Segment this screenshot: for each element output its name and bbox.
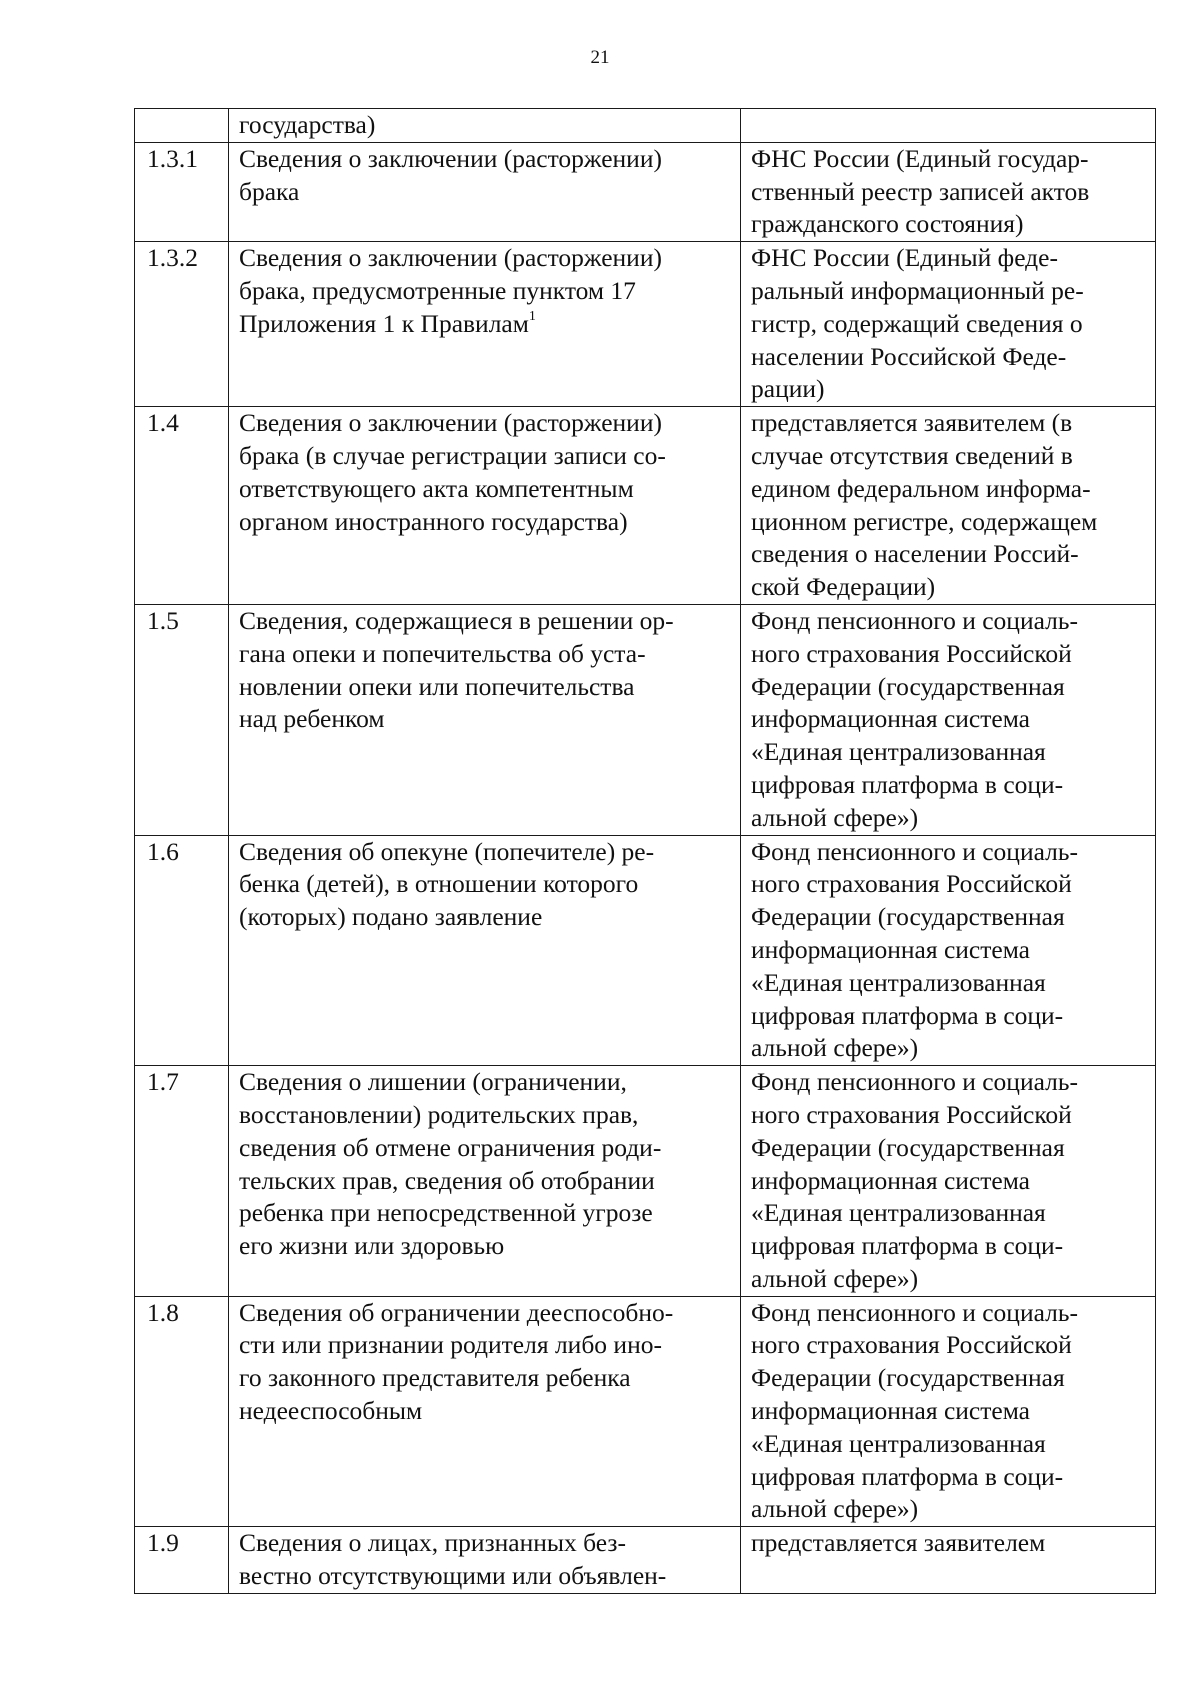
page-number: 21: [590, 47, 610, 68]
source-line: цифровая платформа в соци-: [751, 1461, 1064, 1491]
description-text: восстановлении) родительских прав,: [239, 1099, 639, 1129]
description-line: [239, 143, 740, 176]
table-row: [135, 242, 1156, 407]
source-cell: [741, 142, 1156, 241]
source-line: ного страхования Российской: [751, 1099, 1072, 1129]
row-number-cell: [135, 1527, 229, 1594]
source-line: гражданского состояния): [751, 209, 1024, 239]
description-cell: [229, 109, 741, 143]
description-text: брака: [239, 176, 300, 206]
description-text: го законного представителя ребенка: [239, 1363, 631, 1393]
source-line: Фонд пенсионного и социаль-: [751, 836, 1078, 866]
source-cell: [741, 604, 1156, 835]
description-cell: [229, 242, 741, 407]
source-line: цифровая платформа в соци-: [751, 769, 1064, 799]
row-number-cell: [135, 1296, 229, 1527]
description-line: [239, 506, 740, 539]
source-line: цифровая платформа в соци-: [751, 1000, 1064, 1030]
source-line: Фонд пенсионного и социаль-: [751, 1297, 1078, 1327]
description-text: тельских прав, сведения об отобрании: [239, 1165, 655, 1195]
description-line: [239, 308, 740, 341]
table-row: [135, 1527, 1156, 1594]
source-line: случае отсутствия сведений в: [751, 440, 1073, 470]
row-number: 1.3.1: [147, 143, 198, 173]
source-cell: [741, 407, 1156, 605]
source-line: Федерации (государственная: [751, 671, 1065, 701]
row-number-cell: [135, 407, 229, 605]
description-line: [239, 901, 740, 934]
source-line: ного страхования Российской: [751, 1330, 1072, 1360]
row-number-cell: [135, 835, 229, 1066]
description-line: [239, 1165, 740, 1198]
source-line: населении Российской Феде-: [751, 341, 1067, 371]
row-number: 1.3.2: [147, 243, 198, 273]
source-cell: [741, 1066, 1156, 1297]
source-line: сведения о населении Россий-: [751, 539, 1079, 569]
row-number-cell: [135, 604, 229, 835]
description-line: [239, 1329, 740, 1362]
table-row: [135, 1296, 1156, 1527]
description-cell: [229, 1527, 741, 1594]
description-cell: [229, 604, 741, 835]
row-number: 1.7: [147, 1067, 179, 1097]
source-line: ской Федерации): [751, 572, 936, 602]
description-line: [239, 176, 740, 209]
source-line: «Единая централизованная: [751, 737, 1046, 767]
description-line: [239, 1230, 740, 1263]
source-line: «Единая централизованная: [751, 1198, 1046, 1228]
description-text: гана опеки и попечительства об уста-: [239, 638, 646, 668]
source-line: ного страхования Российской: [751, 638, 1072, 668]
footnote-marker: 1: [528, 308, 536, 324]
description-line: [239, 440, 740, 473]
description-text: (которых) подано заявление: [239, 902, 543, 932]
source-line: ного страхования Российской: [751, 869, 1072, 899]
description-line: [239, 1297, 740, 1330]
description-text: над ребенком: [239, 704, 385, 734]
source-line: едином федеральном информа-: [751, 473, 1091, 503]
description-text: ребенка при непосредственной угрозе: [239, 1198, 653, 1228]
source-cell: [741, 242, 1156, 407]
description-text: Сведения о заключении (расторжении): [239, 408, 662, 438]
row-number-cell: [135, 109, 229, 143]
table-row: [135, 1066, 1156, 1297]
description-line: [239, 703, 740, 736]
description-cell: [229, 835, 741, 1066]
description-line: [239, 1560, 740, 1593]
description-line: [239, 1099, 740, 1132]
source-line: представляется заявителем: [751, 1528, 1046, 1558]
description-text: новлении опеки или попечительства: [239, 671, 635, 701]
description-text: бенка (детей), в отношении которого: [239, 869, 639, 899]
description-line: [239, 1395, 740, 1428]
table-row: [135, 142, 1156, 241]
table-row: [135, 407, 1156, 605]
source-cell: [741, 835, 1156, 1066]
source-line: гистр, содержащий сведения о: [751, 308, 1083, 338]
description-text: недееспособным: [239, 1396, 423, 1426]
description-line: [239, 605, 740, 638]
source-line: цифровая платформа в соци-: [751, 1231, 1064, 1261]
description-text: ответствующего акта компетентным: [239, 473, 634, 503]
source-line: альной сфере»): [751, 802, 919, 832]
source-cell: [741, 1527, 1156, 1594]
description-line: [239, 242, 740, 275]
description-text: Сведения об ограничении дееспособно-: [239, 1297, 674, 1327]
source-line: ральный информационный ре-: [751, 275, 1084, 305]
row-number-cell: [135, 242, 229, 407]
description-line: [239, 473, 740, 506]
row-number-cell: [135, 1066, 229, 1297]
description-line: [239, 1132, 740, 1165]
table-body: [135, 109, 1156, 1594]
source-line: Федерации (государственная: [751, 902, 1065, 932]
description-text: органом иностранного государства): [239, 506, 628, 536]
description-line: [239, 275, 740, 308]
source-line: Федерации (государственная: [751, 1132, 1065, 1162]
description-line: [239, 407, 740, 440]
description-cell: [229, 407, 741, 605]
description-line: [239, 1197, 740, 1230]
source-line: Фонд пенсионного и социаль-: [751, 1067, 1078, 1097]
description-line: [239, 868, 740, 901]
source-line: информационная система: [751, 1165, 1030, 1195]
table-row: [135, 109, 1156, 143]
source-line: рации): [751, 374, 825, 404]
description-text: Приложения 1 к Правилам: [239, 308, 529, 338]
row-number-cell: [135, 142, 229, 241]
description-text: Сведения о заключении (расторжении): [239, 143, 662, 173]
source-line: информационная система: [751, 1396, 1030, 1426]
description-line: [239, 671, 740, 704]
source-line: альной сфере»): [751, 1263, 919, 1293]
row-number: 1.4: [147, 408, 179, 438]
description-cell: [229, 1066, 741, 1297]
row-number: 1.9: [147, 1528, 179, 1558]
source-line: информационная система: [751, 934, 1030, 964]
description-line: [239, 1362, 740, 1395]
table-row: [135, 604, 1156, 835]
source-line: ционном регистре, содержащем: [751, 506, 1098, 536]
source-line: Федерации (государственная: [751, 1363, 1065, 1393]
description-text: сти или признании родителя либо ино-: [239, 1330, 662, 1360]
description-cell: [229, 1296, 741, 1527]
description-line: [239, 1066, 740, 1099]
description-text: вестно отсутствующими или объявлен-: [239, 1561, 667, 1591]
description-text: его жизни или здоровью: [239, 1231, 505, 1261]
description-text: Сведения, содержащиеся в решении ор-: [239, 605, 674, 635]
description-line: [239, 109, 740, 142]
source-cell: [741, 1296, 1156, 1527]
description-text: сведения об отмене ограничения роди-: [239, 1132, 662, 1162]
description-text: Сведения о лишении (ограничении,: [239, 1067, 627, 1097]
source-line: альной сфере»): [751, 1033, 919, 1063]
source-line: «Единая централизованная: [751, 967, 1046, 997]
source-line: «Единая централизованная: [751, 1428, 1046, 1458]
description-text: Сведения о заключении (расторжении): [239, 243, 662, 273]
description-line: [239, 1527, 740, 1560]
table-row: [135, 835, 1156, 1066]
source-line: информационная система: [751, 704, 1030, 734]
description-text: государства): [239, 110, 376, 139]
row-number: 1.8: [147, 1297, 179, 1327]
row-number: 1.6: [147, 836, 179, 866]
description-text: Сведения о лицах, признанных без-: [239, 1528, 626, 1558]
document-table: [134, 108, 1156, 1594]
description-text: Сведения об опекуне (попечителе) ре-: [239, 836, 655, 866]
description-text: брака (в случае регистрации записи со-: [239, 440, 666, 470]
source-line: ственный реестр записей актов: [751, 176, 1090, 206]
source-line: ФНС России (Единый феде-: [751, 243, 1058, 273]
description-line: [239, 638, 740, 671]
description-text: брака, предусмотренные пунктом 17: [239, 275, 636, 305]
source-line: ФНС России (Единый государ-: [751, 143, 1089, 173]
source-cell: [741, 109, 1156, 143]
source-line: Фонд пенсионного и социаль-: [751, 605, 1078, 635]
description-cell: [229, 142, 741, 241]
row-number: 1.5: [147, 605, 179, 635]
source-line: представляется заявителем (в: [751, 408, 1073, 438]
description-line: [239, 836, 740, 869]
source-line: альной сфере»): [751, 1494, 919, 1524]
source-line: [751, 109, 1155, 142]
